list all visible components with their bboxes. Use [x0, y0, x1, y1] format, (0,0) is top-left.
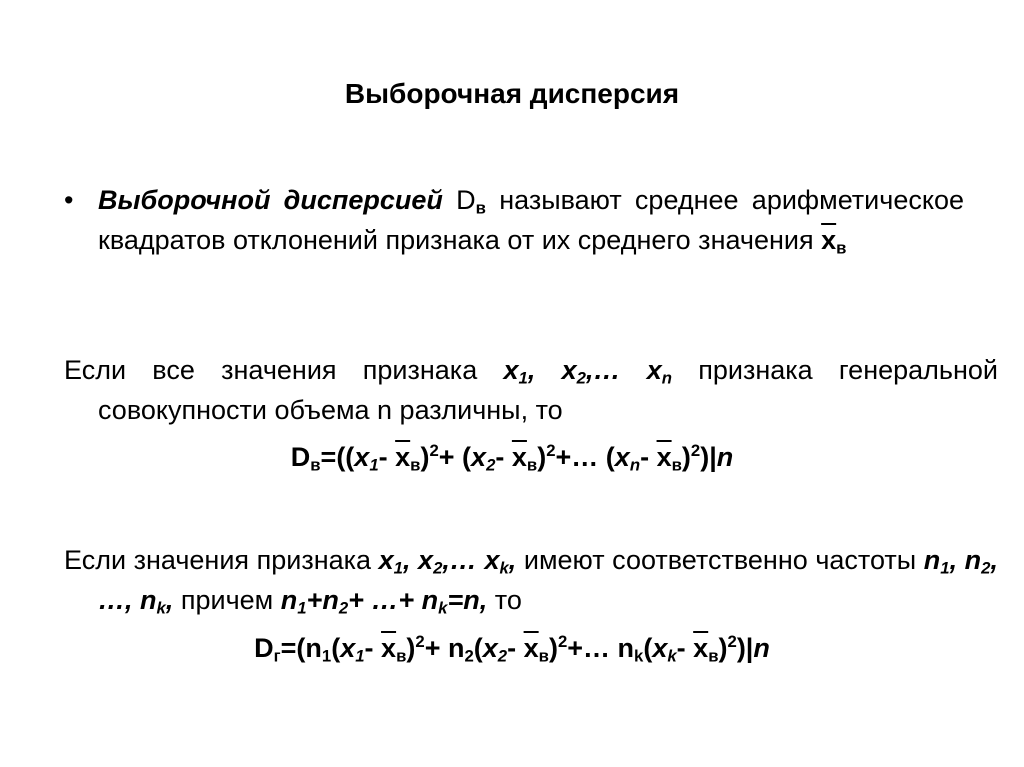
- paragraph-distinct-values: [64, 350, 998, 430]
- mean-symbol: $\overline{x}_в$: [821, 225, 847, 258]
- paragraph2-tail: то: [494, 585, 522, 615]
- definition-bullet: [64, 180, 964, 260]
- slide-title: Выборочная дисперсия: [344, 78, 680, 109]
- formula1-label: $D_в$: [290, 442, 321, 475]
- values-list-k: $x_1$, $x_2,\dots$ $x_k$,: [378, 545, 517, 578]
- definition-text: [98, 180, 964, 260]
- paragraph2-lead: Если значения признака: [64, 545, 372, 575]
- bullet-dot-icon: •: [64, 185, 74, 215]
- formula-sample-variance: $D_в=((x_1-$ $\overline{x}_в)^2+ (x_2-$ $\overline{x}_в)^2+\dots$ ($x_n-$ $\overline{x}_в)^2)|n$: [290, 440, 734, 475]
- definition-body: называют среднее арифметическое квадратов отклонений признака от их среднего значения: [98, 185, 964, 255]
- values-list: $x_1$, $x_2,\dots$ $x_n$: [503, 355, 672, 388]
- variance-symbol: $D_в$: [456, 185, 486, 218]
- paragraph2-end: причем: [180, 585, 274, 615]
- paragraph1-tail: признака генеральной совокупности объема n различны, то: [98, 355, 998, 425]
- formula-general-variance: $D_г=(n_1(x_1-$ $\overline{x}_в)^2+ n_2(x_2-$ $\overline{x}_в)^2+\dots$ $n_k(x_k-$ $\overline{x}_в)^2)|n$: [254, 631, 770, 666]
- paragraph-frequencies: [64, 540, 998, 620]
- frequency-sum: $n_1+n_2+$ …+ $n_k=n$,: [280, 585, 488, 618]
- paragraph1-lead: Если все значения признака: [64, 355, 478, 385]
- paragraph2-middle: имеют соответственно частоты: [523, 545, 917, 575]
- definition-term: Выборочной дисперсией: [98, 185, 443, 215]
- formula2-label: $D_г$: [254, 633, 281, 666]
- frequencies-list: $n_1$, $n_2$, …, $n_k$,: [98, 545, 998, 618]
